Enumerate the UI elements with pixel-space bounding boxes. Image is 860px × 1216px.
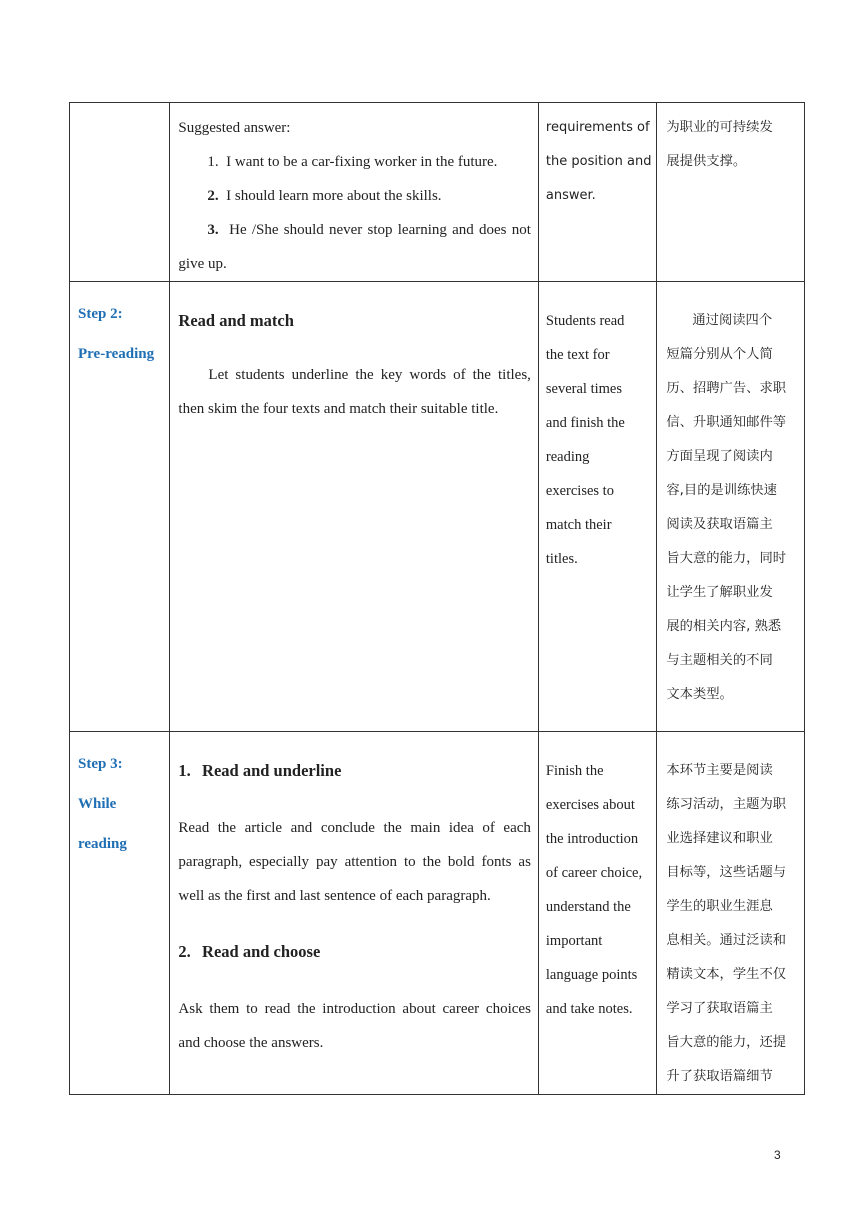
table-row — [70, 282, 805, 732]
purpose-line: 阅读及获取语篇主 — [666, 517, 773, 532]
activity-line: understand the — [545, 899, 631, 915]
step-cell — [70, 282, 170, 732]
activity-line: language points — [545, 967, 638, 983]
activity-line: Students read — [545, 313, 625, 329]
procedure-cell — [170, 732, 539, 1095]
activity-line: and finish the — [545, 415, 625, 431]
procedure-cell — [170, 103, 539, 282]
activity-line: the position and — [545, 154, 652, 169]
suggested-answer-label: Suggested answer: — [178, 120, 291, 136]
activity-line: titles. — [545, 551, 578, 567]
step-name: Pre-reading — [78, 346, 155, 362]
purpose-line: 展提供支撑。 — [666, 154, 747, 169]
activity-line: of career choice, — [545, 865, 643, 881]
table-row — [70, 103, 805, 282]
activity-line: match their — [545, 517, 612, 533]
activity-line: the introduction — [545, 831, 639, 847]
purpose-line: 信、升职通知邮件等 — [666, 415, 787, 430]
step-cell — [70, 103, 170, 282]
section-heading: Read and match — [178, 311, 294, 330]
answer-item: 2. I should learn more about the skills. — [207, 188, 442, 204]
activity-line: reading — [545, 449, 590, 465]
activity-line: several times — [545, 381, 623, 397]
step-number: Step 3: — [78, 756, 123, 772]
activity-line: requirements of — [545, 120, 650, 135]
purpose-line: 精读文本，学生不仅 — [666, 967, 787, 982]
purpose-line: 为职业的可持续发 — [666, 120, 773, 135]
purpose-line: 旨大意的能力，还提 — [666, 1035, 787, 1050]
activity-cell — [538, 732, 656, 1095]
activity-line: exercises about — [545, 797, 635, 813]
table-row — [70, 732, 805, 1095]
procedure-cell — [170, 282, 539, 732]
section-heading: 1. Read and underline — [178, 761, 342, 780]
purpose-line: 升了获取语篇细节 — [666, 1069, 773, 1084]
lesson-plan-table — [69, 102, 805, 1095]
purpose-line: 历、招聘广告、求职 — [666, 381, 787, 396]
activity-line: and take notes. — [545, 1001, 633, 1017]
activity-line: important — [545, 933, 603, 949]
procedure-paragraph: Let students underline the key words of the titles, then skim the four texts and match their suitable title. — [178, 367, 531, 417]
purpose-cell — [657, 732, 805, 1095]
activity-line: exercises to — [545, 483, 614, 499]
purpose-line: 让学生了解职业发 — [666, 585, 773, 600]
section-heading: 2. Read and choose — [178, 942, 321, 961]
purpose-line: 旨大意的能力，同时 — [666, 551, 787, 566]
activity-line: answer. — [545, 188, 596, 203]
step-cell — [70, 732, 170, 1095]
activity-line: the text for — [545, 347, 610, 363]
purpose-line: 容,目的是训练快速 — [666, 483, 777, 498]
activity-cell — [538, 282, 656, 732]
purpose-line: 短篇分别从个人简 — [666, 347, 773, 362]
purpose-line: 学生的职业生涯息 — [666, 899, 773, 914]
purpose-line: 学习了获取语篇主 — [666, 1001, 773, 1016]
step-name: While — [78, 796, 117, 812]
purpose-line: 方面呈现了阅读内 — [666, 449, 773, 464]
procedure-paragraph: Ask them to read the introduction about career choices and choose the answers. — [178, 1001, 531, 1051]
answer-item: 1. I want to be a car-fixing worker in the future. — [207, 154, 498, 170]
purpose-line: 通过阅读四个 — [692, 313, 773, 328]
purpose-line: 本环节主要是阅读 — [666, 763, 773, 778]
page-number: 3 — [774, 1148, 781, 1162]
purpose-cell — [657, 282, 805, 732]
purpose-line: 与主题相关的不同 — [666, 653, 773, 668]
activity-cell — [538, 103, 656, 282]
step-number: Step 2: — [78, 306, 123, 322]
procedure-paragraph: Read the article and conclude the main idea of each paragraph, especially pay attention to the bold fonts as well as the first and last sentence of each paragraph. — [178, 820, 531, 904]
purpose-cell — [657, 103, 805, 282]
step-name: reading — [78, 836, 127, 852]
purpose-line: 息相关。通过泛读和 — [666, 933, 787, 948]
purpose-line: 业选择建议和职业 — [666, 831, 773, 846]
answer-item: 3. He /She should never stop learning and does not give up. — [178, 222, 531, 272]
purpose-line: 展的相关内容, 熟悉 — [666, 619, 782, 634]
purpose-line: 目标等，这些话题与 — [666, 865, 787, 880]
purpose-line: 练习活动，主题为职 — [666, 797, 787, 812]
purpose-line: 文本类型。 — [666, 687, 733, 702]
activity-line: Finish the — [545, 763, 604, 779]
